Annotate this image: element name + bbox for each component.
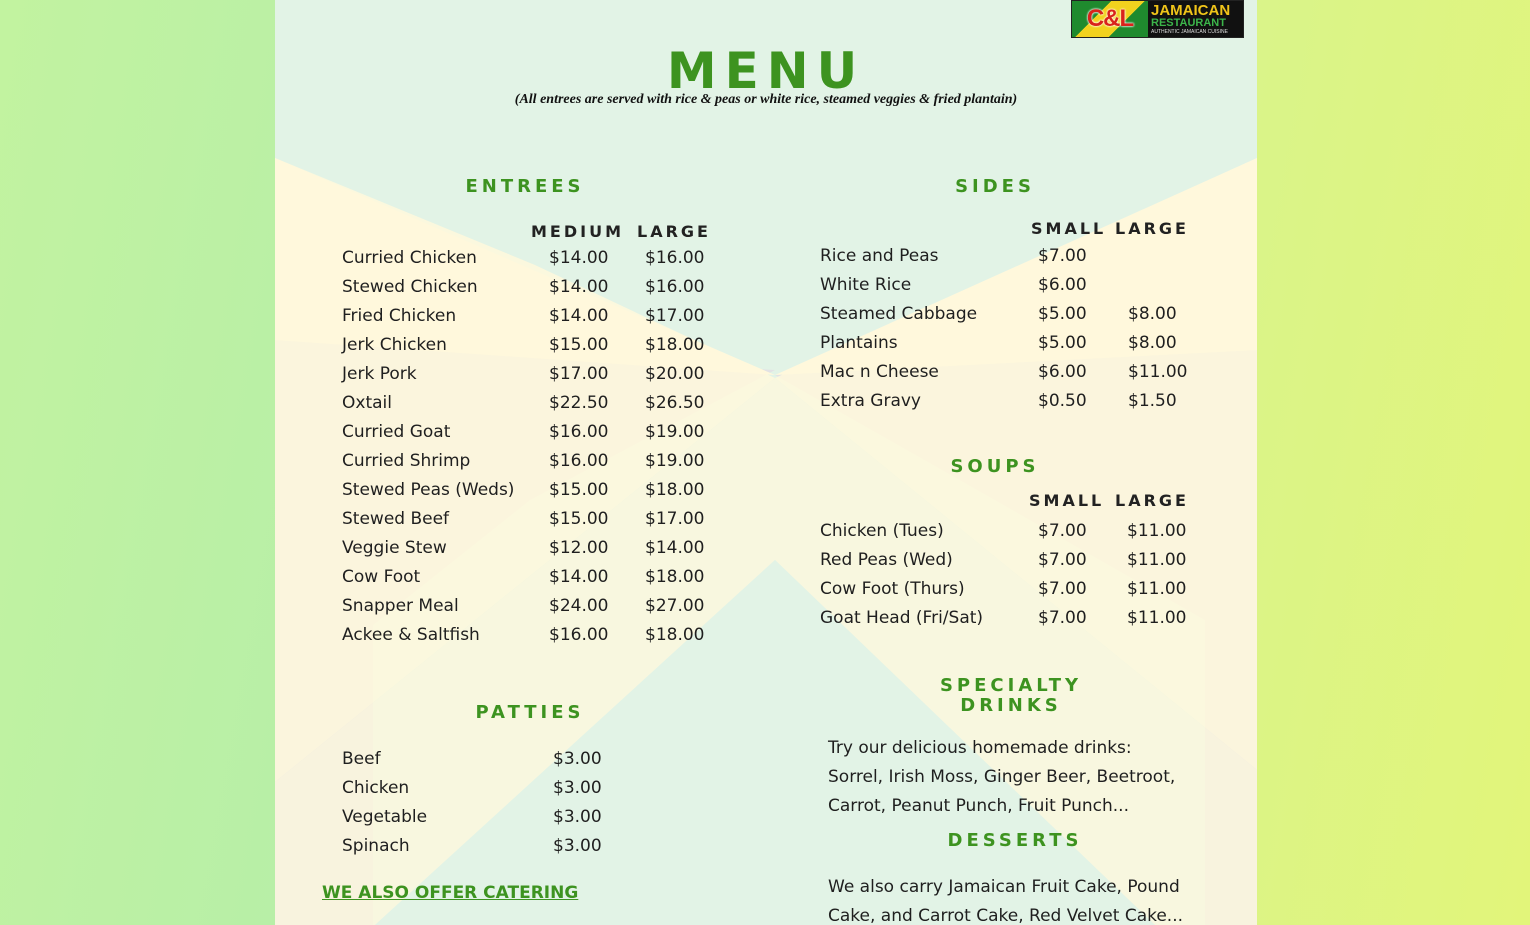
entree-item-name: Jerk Pork [342,364,417,384]
sides-col-small: SMALL [1031,219,1107,238]
side-item-name: White Rice [820,275,912,295]
desserts-line-2: Cake, and Carrot Cake, Red Velvet Cake... [828,906,1184,925]
catering-link[interactable]: WE ALSO OFFER CATERING [322,883,579,903]
soup-item-name: Chicken (Tues) [820,521,944,541]
entree-price-1: $16.00 [549,625,609,645]
patty-item-name: Spinach [342,836,410,856]
side-row [275,275,1257,304]
side-price-2: $11.00 [1128,362,1188,382]
entree-item-name: Veggie Stew [342,538,447,558]
side-row [275,391,1257,420]
desserts-line-1: We also carry Jamaican Fruit Cake, Pound [828,877,1180,897]
patty-item-name: Chicken [342,778,410,798]
side-price-1: $0.50 [1038,391,1087,411]
patties-heading: PATTIES [475,702,585,723]
side-row [275,333,1257,362]
entree-price-1: $14.00 [549,248,609,268]
entree-price-2: $18.00 [645,335,705,355]
entree-row [275,480,1257,509]
logo-name-2: RESTAURANT [1151,16,1226,29]
entree-price-1: $12.00 [549,538,609,558]
soup-item-name: Cow Foot (Thurs) [820,579,965,599]
soup-row [275,579,1257,608]
entree-price-1: $15.00 [549,480,609,500]
entree-price-1: $15.00 [549,509,609,529]
entrees-col-medium: MEDIUM [531,222,624,241]
logo-tagline: AUTHENTIC JAMAICAN CUISINE [1151,28,1228,35]
entree-item-name: Snapper Meal [342,596,459,616]
entree-price-1: $14.00 [549,567,609,587]
side-price-1: $7.00 [1038,246,1087,266]
entree-price-1: $16.00 [549,451,609,471]
menu-subtitle: (All entrees are served with rice & peas or white rice, steamed veggies & fried plantain) [514,92,1018,107]
soup-row [275,521,1257,550]
side-row [275,246,1257,275]
soup-price-1: $7.00 [1038,550,1087,570]
soup-price-1: $7.00 [1038,579,1087,599]
soup-price-2: $11.00 [1127,608,1187,628]
entree-price-1: $16.00 [549,422,609,442]
entree-price-1: $24.00 [549,596,609,616]
soup-row [275,550,1257,579]
entree-price-1: $14.00 [549,306,609,326]
side-row [275,304,1257,333]
entree-item-name: Fried Chicken [342,306,457,326]
entree-price-1: $15.00 [549,335,609,355]
entree-item-name: Stewed Beef [342,509,450,529]
menu-title: MENU [666,42,866,100]
soup-price-1: $7.00 [1038,608,1087,628]
side-price-1: $5.00 [1038,304,1087,324]
soup-row [275,608,1257,637]
patty-item-name: Vegetable [342,807,428,827]
entree-item-name: Ackee & Saltfish [342,625,480,645]
drinks-description [828,734,1175,821]
soup-price-1: $7.00 [1038,521,1087,541]
entrees-col-large: LARGE [637,222,711,241]
entree-price-2: $18.00 [645,567,705,587]
entree-price-1: $17.00 [549,364,609,384]
entree-item-name: Jerk Chicken [342,335,447,355]
soup-item-name: Red Peas (Wed) [820,550,953,570]
soup-item-name: Goat Head (Fri/Sat) [820,608,984,628]
entree-item-name: Stewed Chicken [342,277,478,297]
patty-price-1: $3.00 [553,778,602,798]
entree-item-name: Curried Chicken [342,248,477,268]
entree-item-name: Curried Goat [342,422,451,442]
desserts-heading: DESSERTS [947,830,1083,851]
side-row [275,362,1257,391]
patty-item-name: Beef [342,749,381,769]
entree-price-2: $17.00 [645,509,705,529]
menu-page [275,0,1257,925]
logo-text [1148,1,1243,37]
drinks-heading-1: SPECIALTY [939,675,1083,696]
entree-price-1: $22.50 [549,393,609,413]
sides-heading: SIDES [955,176,1035,197]
drinks-line-2: Sorrel, Irish Moss, Ginger Beer, Beetroot, [828,767,1176,787]
entree-item-name: Curried Shrimp [342,451,471,471]
entree-price-2: $16.00 [645,248,705,268]
entree-price-2: $17.00 [645,306,705,326]
patty-price-1: $3.00 [553,749,602,769]
drinks-line-3: Carrot, Peanut Punch, Fruit Punch... [828,796,1129,816]
side-price-1: $6.00 [1038,362,1087,382]
soup-price-2: $11.00 [1127,579,1187,599]
side-price-2: $8.00 [1128,304,1177,324]
sides-col-large: LARGE [1115,219,1189,238]
side-item-name: Extra Gravy [820,391,921,411]
entree-price-2: $18.00 [645,625,705,645]
patty-price-1: $3.00 [553,807,602,827]
entree-price-2: $16.00 [645,277,705,297]
entree-price-1: $14.00 [549,277,609,297]
soups-col-large: LARGE [1115,491,1189,510]
patty-price-1: $3.00 [553,836,602,856]
side-price-2: $1.50 [1128,391,1177,411]
soups-col-small: SMALL [1029,491,1105,510]
entree-price-2: $19.00 [645,422,705,442]
side-price-2: $8.00 [1128,333,1177,353]
side-item-name: Steamed Cabbage [820,304,978,324]
restaurant-logo[interactable] [1071,0,1244,38]
soups-heading: SOUPS [950,456,1040,477]
entree-item-name: Oxtail [342,393,392,413]
logo-name-1: JAMAICAN [1151,1,1231,19]
entree-price-2: $27.00 [645,596,705,616]
side-item-name: Plantains [820,333,898,353]
entrees-heading: ENTREES [465,176,585,197]
entree-price-2: $26.50 [645,393,705,413]
entree-price-2: $20.00 [645,364,705,384]
entree-row [275,451,1257,480]
entree-item-name: Cow Foot [342,567,421,587]
entree-item-name: Stewed Peas (Weds) [342,480,515,500]
soup-price-2: $11.00 [1127,550,1187,570]
side-item-name: Rice and Peas [820,246,939,266]
soup-price-2: $11.00 [1127,521,1187,541]
side-price-1: $6.00 [1038,275,1087,295]
drinks-line-1: Try our delicious homemade drinks: [828,738,1132,758]
side-item-name: Mac n Cheese [820,362,939,382]
entree-row [275,422,1257,451]
desserts-description [828,873,1183,925]
drinks-heading-2: DRINKS [960,695,1062,716]
entree-price-2: $19.00 [645,451,705,471]
side-price-1: $5.00 [1038,333,1087,353]
entree-price-2: $14.00 [645,538,705,558]
entree-price-2: $18.00 [645,480,705,500]
logo-initials: C&L [1072,1,1148,37]
